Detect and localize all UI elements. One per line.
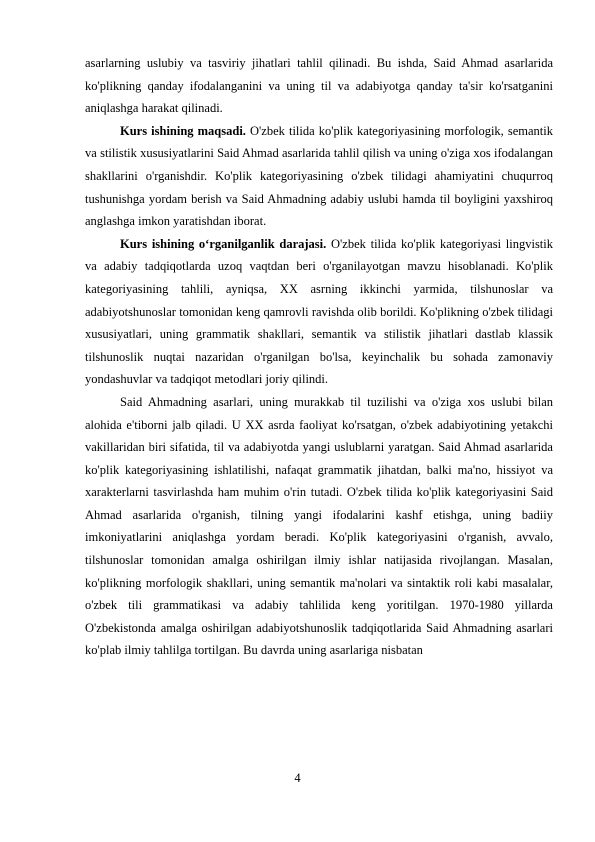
paragraph-text: Said Ahmadning asarlari, uning murakkab til tuzilishi va o'ziga xos uslubi bilan alohida e'tiborni jalb qiladi. U XX asrda faoliyat ko'rsatgan, o'zbek adabiyotining yetakchi vakillaridan biri sifatida, til va adabiyotda yangi uslublarni yaratgan. Said Ahmad asarlarida ko'plik kategoriyasining ishlatilishi, nafaqat grammatik jihatdan, balki ma'no, hissiyot va xarakterlarni tasvirlashda ham muhim o'rin tutadi. O'zbek tilida ko'plik kategoriyasini Said Ahmad asarlarida o'rganish, tilning yangi ifodalarini kashf etishga, uning badiiy imkoniyatlarini aniqlashga yordam beradi. Ko'plik kategoriyasini o'rganish, avvalo, tilshunoslar tomonidan amalga oshirilgan ilmiy ishlar natijasida rivojlangan. Masalan, ko'plikning morfologik shakllari, uning semantik ma'nolari va sintaktik roli kabi masalalar, o'zbek tili grammatikasi va adabiy tahlilida keng yoritilgan. 1970-1980 yillarda O'zbekistonda amalga oshirilgan adabiyotshunoslik tadqiqotlarida Said Ahmadning asarlari ko'plab ilmiy tahlilga tortilgan. Bu davrda uning asarlariga nisbatan (85, 394, 553, 658)
paragraph-purpose (85, 120, 553, 233)
paragraph-heading: Kurs ishining o‘rganilganlik darajasi. (120, 236, 327, 251)
paragraph-text: O'zbek tilida ko'plik kategoriyasining morfologik, semantik va stilistik xususiyatlarini Said Ahmad asarlarida tahlil qilish va uning o'ziga xos ifodalangan shakllarini o'rganishdir. Ko'plik kategoriyasining o'zbek tilidagi ahamiyatini chuqurroq tushunishga yordam berish va Said Ahmadning adabiy uslubi hamda til boyligini yaxshiroq anglashga imkon yaratishdan iborat. (85, 123, 554, 229)
paragraph-intro-continuation (85, 52, 553, 120)
page-number: 4 (294, 771, 301, 785)
paragraph-said-ahmad (85, 391, 553, 662)
body-text (85, 52, 553, 662)
paragraph-text: asarlarning uslubiy va tasviriy jihatlari tahlil qilinadi. Bu ishda, Said Ahmad asarlarida ko'plikning qanday ifodalanganini va uning til va adabiyotga qanday ta'sir ko'rsatganini aniqlashga harakat qilinadi. (85, 56, 553, 116)
paragraph-research-level (85, 233, 553, 391)
paragraph-heading: Kurs ishining maqsadi. (120, 123, 246, 138)
paragraph-text: O'zbek tilida ko'plik kategoriyasi lingvistik va adabiy tadqiqotlarda uzoq vaqtdan beri o'rganilayotgan mavzu hisoblanadi. Ko'plik kategoriyasining tahlili, ayniqsa, XX asrning ikkinchi yarmida, tilshunoslar va adabiyotshunoslar tomonidan keng qamrovli ravishda olib borildi. Ko'plikning o'zbek tilidagi xususiyatlari, uning grammatik shakllari, semantik va stilistik jihatlari dastlab klassik tilshunoslik nuqtai nazaridan o'rganilgan bo'lsa, keyinchalik bu sohada zamonaviy yondashuvlar va tadqiqot metodlari joriy qilindi. (85, 236, 554, 387)
